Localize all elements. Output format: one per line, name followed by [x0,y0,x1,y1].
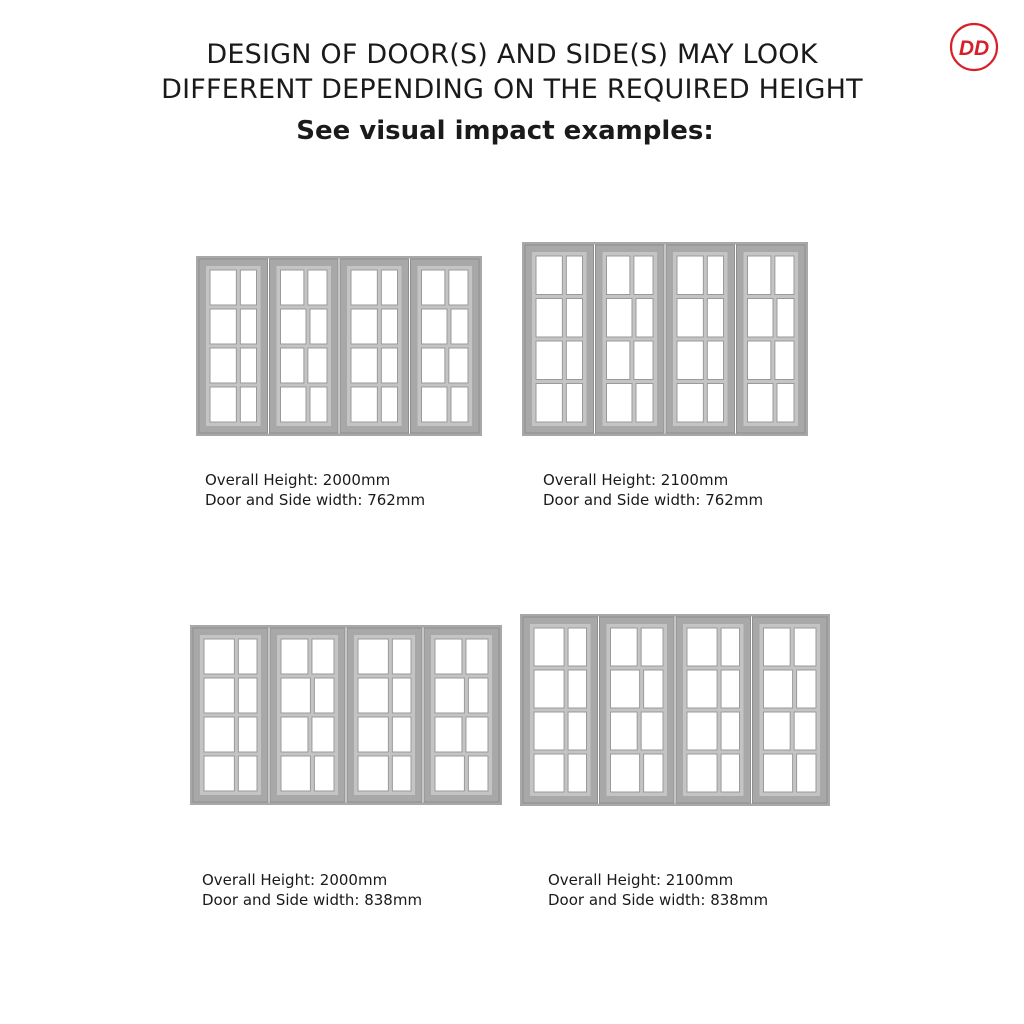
example-1-caption [205,470,425,510]
glass-pane [636,299,653,338]
glass-pane [240,309,256,344]
example-2-height: Overall Height: 2100mm [543,471,729,489]
glass-pane [748,341,771,380]
glass-pane [566,256,582,295]
door-panel [199,259,268,433]
glass-pane [634,341,653,380]
glass-pane [312,717,334,752]
door-set-example-2 [522,242,808,436]
glass-pane [210,309,236,344]
glass-pane [281,717,308,752]
glass-pane [351,309,377,344]
glass-pane [392,717,411,752]
glass-pane [536,256,562,295]
glass-pane [422,387,448,422]
glass-pane [381,270,397,305]
example-3-caption [202,870,422,910]
glass-pane [238,717,257,752]
glass-pane [687,670,717,708]
glass-pane [748,299,774,338]
glass-pane [644,754,663,792]
glass-pane [358,717,388,752]
glass-pane [281,756,310,791]
glass-pane [677,256,703,295]
glass-pane [797,670,816,708]
glass-pane [775,256,794,295]
glass-pane [351,270,377,305]
glass-pane [611,628,638,666]
glass-pane [358,678,388,713]
glass-pane [240,270,256,305]
glass-pane [381,387,397,422]
glass-pane [748,384,774,423]
example-4-caption [548,870,768,910]
glass-pane [794,628,816,666]
glass-pane [308,348,327,383]
glass-pane [392,756,411,791]
examples-subheading: See visual impact examples: [296,116,714,146]
door-panel [666,245,735,433]
glass-pane [314,756,334,791]
glass-pane [568,670,586,708]
door-panel [525,245,594,433]
example-4-height: Overall Height: 2100mm [548,871,734,889]
glass-pane [240,387,256,422]
example-3-width: Door and Side width: 838mm [202,891,423,909]
glass-pane [392,639,411,674]
glass-pane [466,639,488,674]
glass-pane [534,628,564,666]
door-panel [193,628,268,802]
glass-pane [308,270,327,305]
example-4-width: Door and Side width: 838mm [548,891,769,909]
notice-heading-line-2: DIFFERENT DEPENDING ON THE REQUIRED HEIGHT [161,74,863,105]
glass-pane [568,712,586,750]
glass-pane [644,670,663,708]
glass-pane [281,387,307,422]
glass-pane [687,754,717,792]
logo-text: DD [958,37,990,60]
glass-pane [204,756,234,791]
example-2-width: Door and Side width: 762mm [543,491,764,509]
door-set-example-1 [196,256,482,436]
glass-pane [568,754,586,792]
example-2-caption [543,470,763,510]
glass-pane [381,309,397,344]
glass-pane [641,628,663,666]
glass-pane [468,678,488,713]
glass-pane [748,256,771,295]
glass-pane [281,309,307,344]
glass-pane [422,309,448,344]
glass-pane [449,348,468,383]
example-1-height: Overall Height: 2000mm [205,471,391,489]
glass-pane [240,348,256,383]
glass-pane [238,756,257,791]
glass-pane [607,299,633,338]
glass-pane [764,712,791,750]
glass-pane [435,756,464,791]
glass-pane [777,384,794,423]
door-panel [737,245,806,433]
glass-pane [204,678,234,713]
door-panel [753,617,828,803]
glass-pane [210,387,236,422]
glass-pane [310,309,327,344]
glass-pane [566,299,582,338]
door-panel [523,617,598,803]
glass-pane [238,678,257,713]
glass-pane [358,639,388,674]
glass-pane [536,341,562,380]
glass-pane [568,628,586,666]
glass-pane [204,717,234,752]
glass-pane [677,299,703,338]
glass-pane [707,384,723,423]
door-panel [676,617,751,803]
door-panel [600,617,675,803]
glass-pane [775,341,794,380]
glass-pane [764,628,791,666]
example-1-width: Door and Side width: 762mm [205,491,426,509]
glass-pane [281,639,308,674]
glass-pane [422,270,445,305]
glass-pane [707,256,723,295]
glass-pane [534,670,564,708]
glass-pane [351,387,377,422]
example-3-height: Overall Height: 2000mm [202,871,388,889]
dd-logo-icon [949,22,999,72]
glass-pane [687,628,717,666]
glass-pane [611,754,640,792]
glass-pane [451,309,468,344]
glass-pane [721,628,739,666]
glass-pane [607,384,633,423]
glass-pane [351,348,377,383]
glass-pane [566,341,582,380]
glass-pane [534,712,564,750]
glass-pane [435,678,464,713]
glass-pane [392,678,411,713]
glass-pane [381,348,397,383]
glass-pane [794,712,816,750]
glass-pane [777,299,794,338]
glass-pane [764,754,793,792]
glass-pane [358,756,388,791]
glass-pane [310,387,327,422]
glass-pane [536,299,562,338]
door-set-example-3 [190,625,502,805]
glass-pane [707,299,723,338]
glass-pane [721,754,739,792]
glass-pane [422,348,445,383]
glass-pane [721,712,739,750]
door-panel [596,245,665,433]
glass-pane [435,639,462,674]
glass-pane [797,754,816,792]
door-panel [424,628,499,802]
glass-pane [611,670,640,708]
glass-pane [312,639,334,674]
glass-pane [210,348,236,383]
glass-pane [449,270,468,305]
glass-pane [238,639,257,674]
glass-pane [607,341,630,380]
glass-pane [641,712,663,750]
notice-heading-line-1: DESIGN OF DOOR(S) AND SIDE(S) MAY LOOK [206,39,818,70]
glass-pane [281,678,310,713]
glass-pane [536,384,562,423]
glass-pane [534,754,564,792]
glass-pane [677,341,703,380]
glass-pane [636,384,653,423]
glass-pane [281,270,304,305]
glass-pane [566,384,582,423]
glass-pane [687,712,717,750]
glass-pane [677,384,703,423]
glass-pane [435,717,462,752]
glass-pane [607,256,630,295]
glass-pane [634,256,653,295]
glass-pane [468,756,488,791]
glass-pane [204,639,234,674]
door-panel [340,259,409,433]
glass-pane [764,670,793,708]
glass-pane [210,270,236,305]
glass-pane [707,341,723,380]
door-panel [347,628,422,802]
glass-pane [611,712,638,750]
door-panel [411,259,480,433]
door-set-example-4 [520,614,830,806]
glass-pane [466,717,488,752]
glass-pane [721,670,739,708]
door-panel [270,628,345,802]
door-panel [270,259,339,433]
glass-pane [281,348,304,383]
glass-pane [314,678,334,713]
glass-pane [451,387,468,422]
